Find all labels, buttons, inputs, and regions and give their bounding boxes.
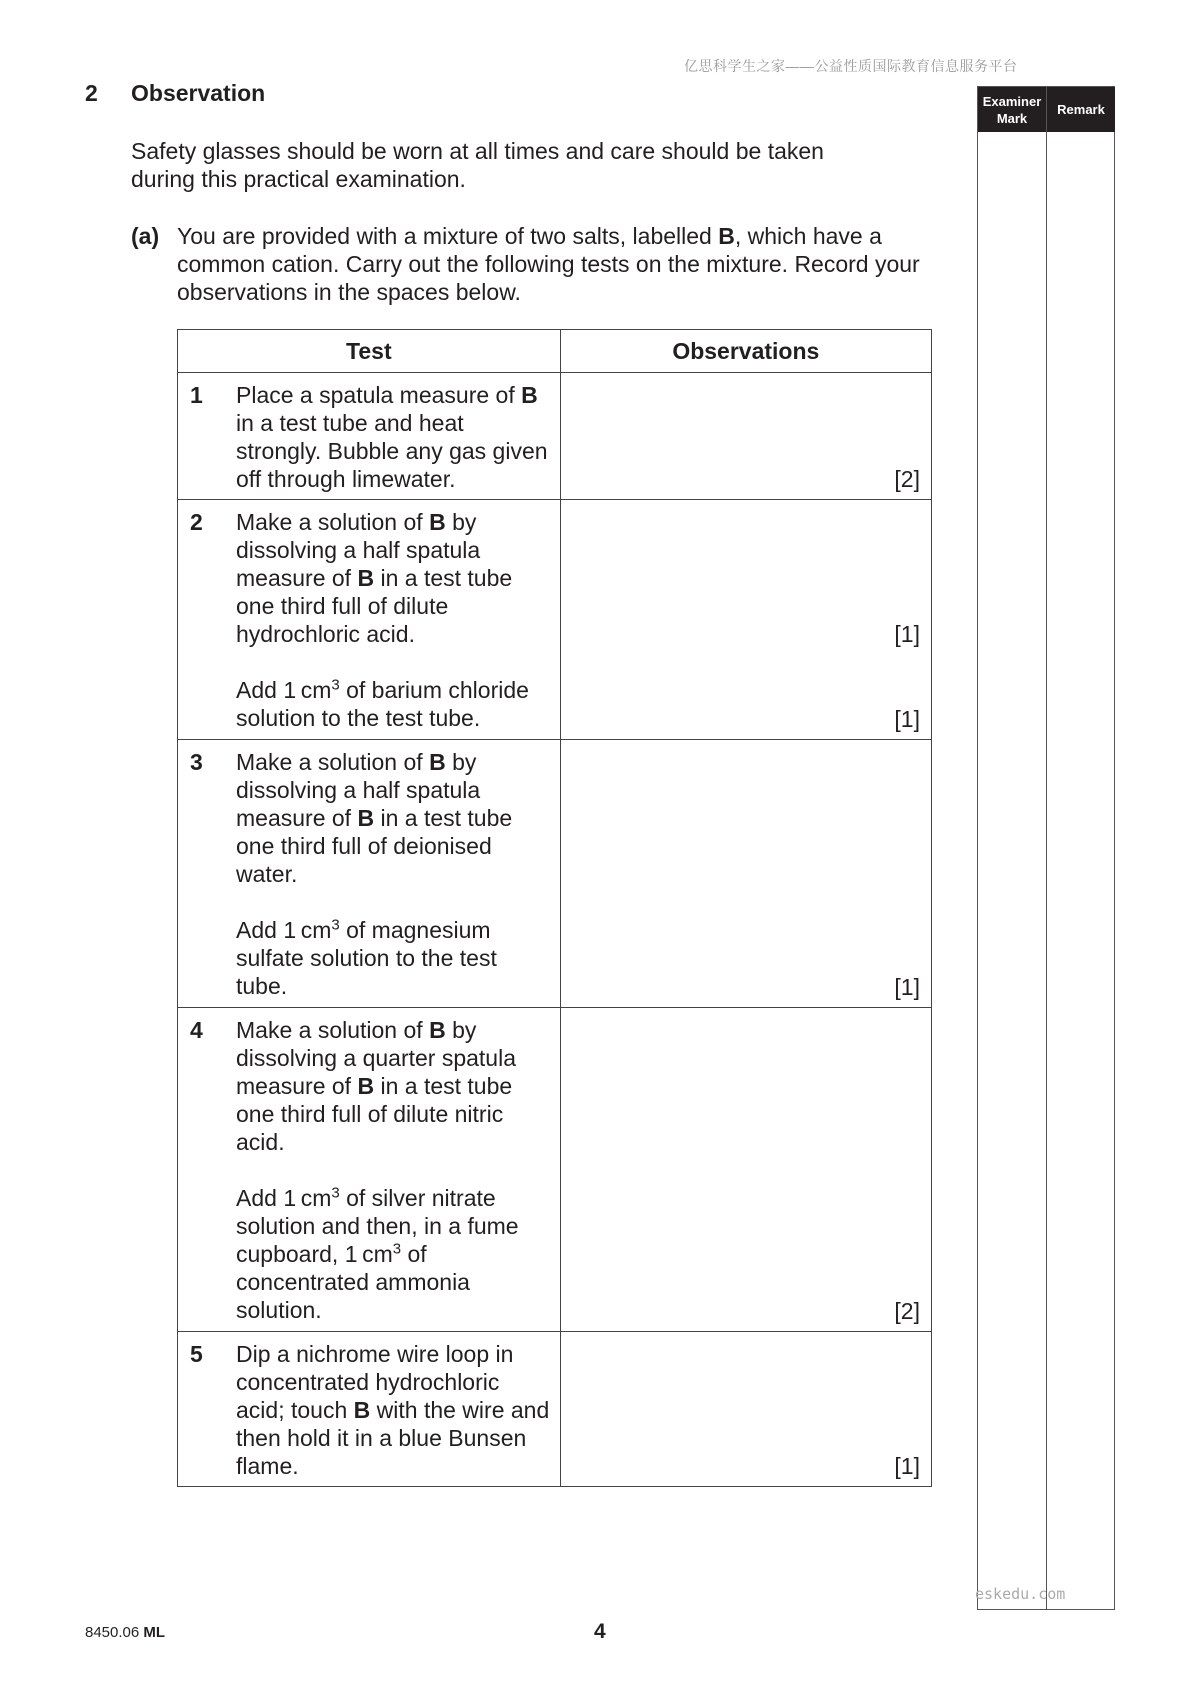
tests-table [177, 329, 932, 1487]
part-text-1: You are provided with a mixture of two salts, labelled [177, 223, 719, 249]
test-cell [178, 1332, 561, 1487]
test-instruction-addition: Add 1 $cm^3$ of barium chloride solution to the test tube. [236, 676, 529, 731]
examiner-mark-header: Examiner Mark [978, 87, 1046, 132]
test-cell [178, 500, 561, 740]
part-text-bold: B [718, 223, 735, 249]
test-instruction: Make a solution of B by dissolving a quarter spatula measure of B in a test tube one third full of dilute nitric acid. [236, 1017, 516, 1155]
page-number: 4 [594, 1620, 606, 1643]
test-instruction-addition: Add 1 $cm^3$ of magnesium sulfate solution to the test tube. [236, 916, 497, 999]
table-header-row [178, 330, 932, 373]
table-row [178, 1332, 932, 1487]
test-instruction: Dip a nichrome wire loop in concentrated hydrochloric acid; touch B with the wire and then hold it in a blue Bunsen flame. [236, 1341, 550, 1479]
table-row [178, 373, 932, 500]
question-number: 2 [85, 80, 98, 106]
test-instruction: Make a solution of B by dissolving a half spatula measure of B in a test tube one third full of dilute hydrochloric acid. [236, 509, 513, 647]
mark-allocation: [1] [894, 974, 920, 1000]
safety-intro: Safety glasses should be worn at all times and care should be taken during this practical examination. [131, 138, 824, 192]
header-test: Test [178, 330, 561, 373]
margin-divider [1046, 87, 1047, 1609]
examiner-margin [977, 86, 1115, 1610]
observation-cell[interactable] [560, 1008, 931, 1332]
watermark-footer: eskedu.com [975, 1585, 1066, 1603]
watermark-header: 亿思科学生之家——公益性质国际教育信息服务平台 [684, 58, 1018, 74]
test-number: 3 [190, 749, 203, 775]
test-instruction: Make a solution of B by dissolving a half spatula measure of B in a test tube one third full of deionised water. [236, 749, 513, 887]
remark-header: Remark [1047, 87, 1115, 132]
test-number: 2 [190, 509, 203, 535]
part-label: (a) [131, 223, 160, 249]
test-cell [178, 1008, 561, 1332]
test-number: 5 [190, 1341, 203, 1367]
mark-allocation: [1] [894, 706, 920, 732]
test-cell [178, 373, 561, 500]
table-row [178, 1008, 932, 1332]
mark-allocation: [2] [894, 1298, 920, 1324]
part-instructions [177, 222, 947, 306]
header-observations: Observations [560, 330, 931, 373]
test-number: 1 [190, 382, 203, 408]
observation-cell[interactable] [560, 1332, 931, 1487]
test-number: 4 [190, 1017, 203, 1043]
table-row [178, 740, 932, 1008]
paper-code [85, 1624, 165, 1641]
part-text-2: , which have a common cation. Carry out the following tests on the mixture. Record your observations in the spaces below. [177, 223, 920, 305]
observation-cell[interactable] [560, 373, 931, 500]
mark-allocation: [1] [894, 621, 920, 647]
test-cell [178, 740, 561, 1008]
question-title: Observation [131, 80, 266, 106]
paper-code-suffix: ML [143, 1624, 166, 1641]
test-instruction-addition: Add 1 $cm^3$ of silver nitrate solution and then, in a fume cupboard, 1 $cm^3$ of concentrated ammonia solution. [236, 1184, 519, 1323]
observation-cell[interactable] [560, 740, 931, 1008]
test-instruction: Place a spatula measure of B in a test tube and heat strongly. Bubble any gas given off through limewater. [236, 382, 548, 492]
mark-allocation: [1] [894, 1453, 920, 1479]
observation-cell[interactable] [560, 500, 931, 740]
table-row [178, 500, 932, 740]
paper-code-number: 8450.06 [85, 1624, 140, 1641]
mark-allocation: [2] [894, 466, 920, 492]
